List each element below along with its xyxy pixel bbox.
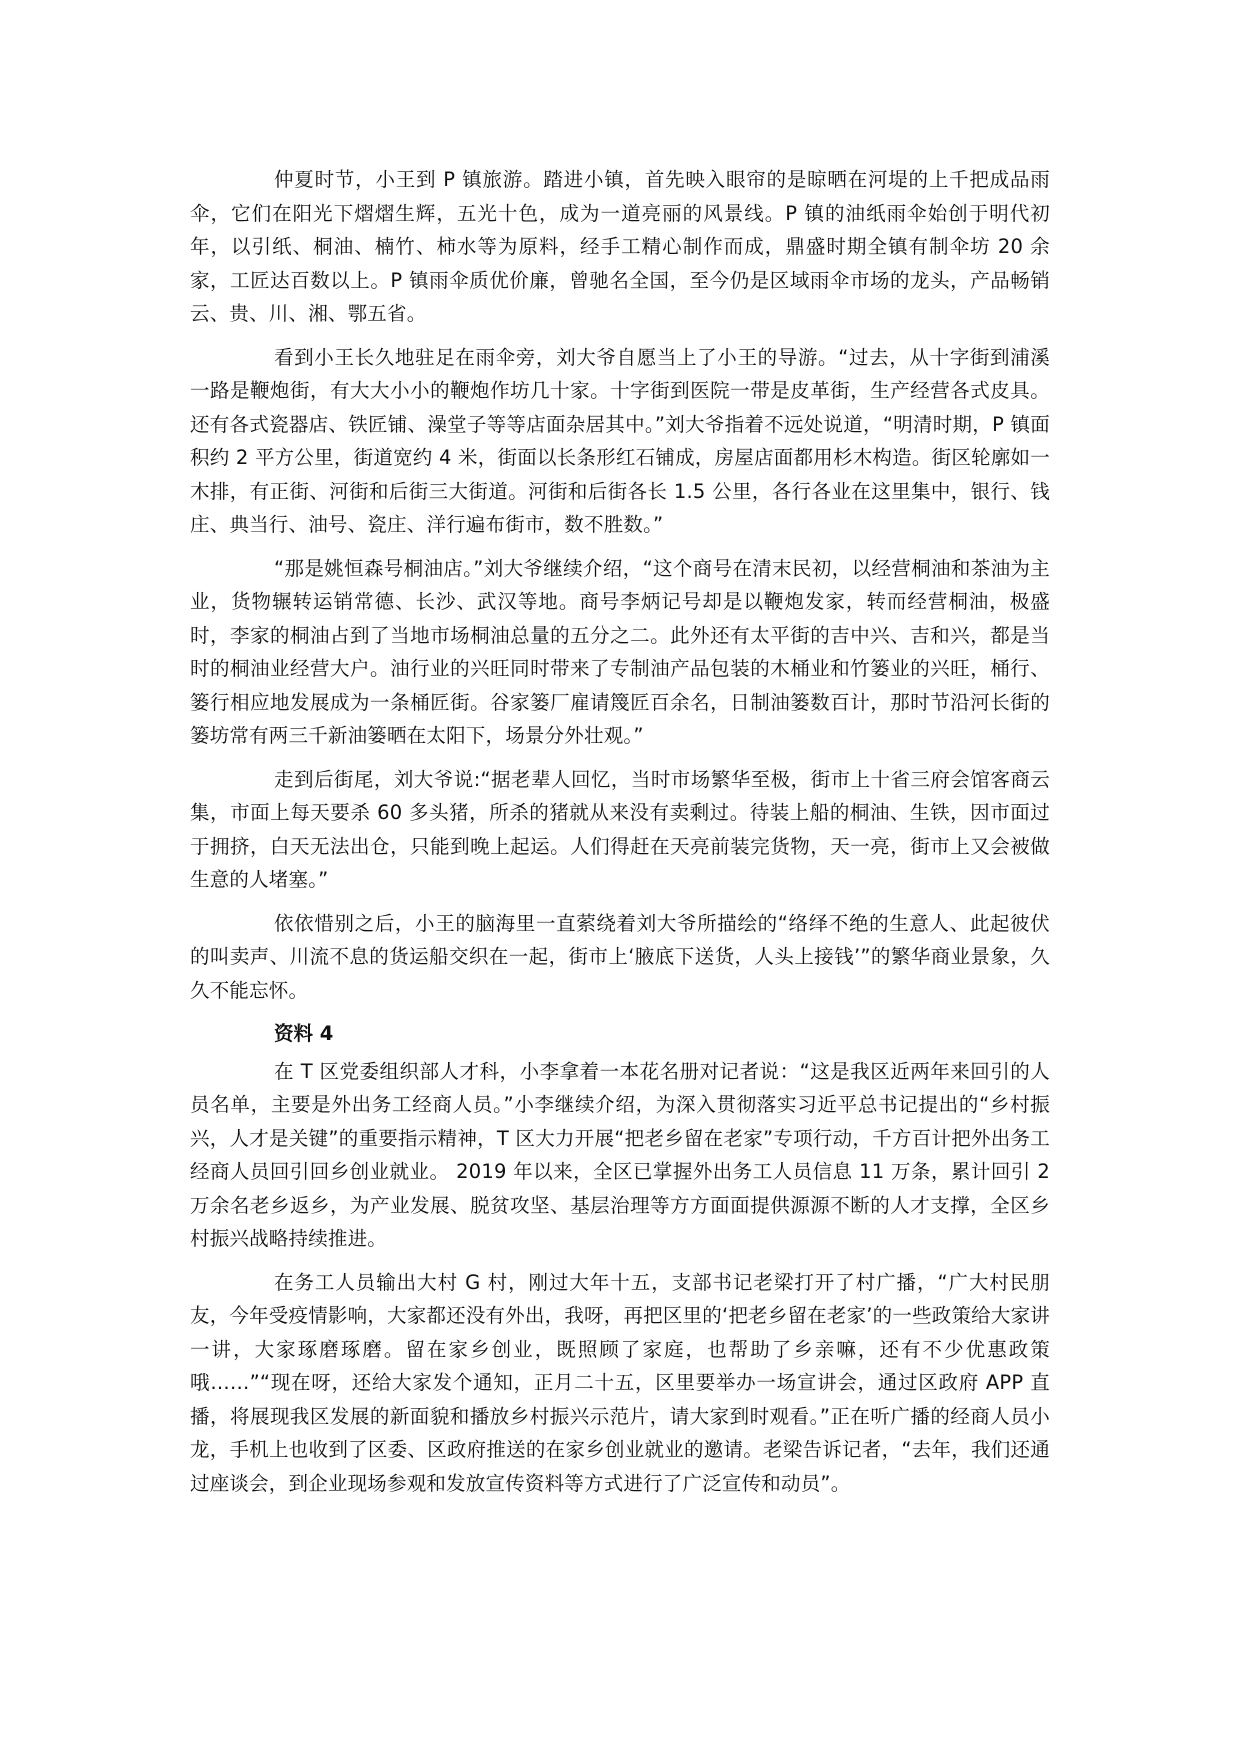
paragraph-tung-oil-shops: “那是姚恒森号桐油店。”刘大爷继续介绍，“这个商号在清末民初，以经营桐油和茶油为主业，货物辗转运销常德、长沙、武汉等地。商号李炳记号却是以鞭炮发家，转而经营桐油，极盛时，李家的桐油占到了当地市场桐油总量的五分之二。此外还有太平街的吉中兴、吉和兴，都是当时的桐油业经营大户。油行业的兴旺同时带来了专制油产品包装的木桶业和竹篓业的兴旺，桶行、篓行相应地发展成为一条桶匠街。谷家篓厂雇请篾匠百余名，日制油篓数百计，那时节沿河长街的篓坊常有两三千新油篓晒在太阳下，场景分外壮观。”	[190, 556, 1050, 747]
paragraph-village-broadcast: 在务工人员输出大村 G 村，刚过大年十五，支部书记老梁打开了村广播，“广大村民朋友，今年受疫情影响，大家都还没有外出，我呀，再把区里的‘把老乡留在老家’的一些政策给大家讲一讲，大家琢磨琢磨。留在家乡创业，既照顾了家庭，也帮助了乡亲嘛，还有不少优惠政策哦……”“现在呀，还给大家发个通知，正月二十五，区里要举办一场宣讲会，通过区政府 APP 直播，将展现我区发展的新面貌和播放乡村振兴示范片，请大家到时观看。”正在听广播的经商人员小龙，手机上也收到了区委、区政府推送的在家乡创业就业的邀请。老梁告诉记者，“去年，我们还通过座谈会，到企业现场参观和发放宣传资料等方式进行了广泛宣传和动员”。	[190, 1270, 1050, 1495]
paragraph-market-prosperity: 走到后街尾，刘大爷说:“据老辈人回忆，当时市场繁华至极，街市上十省三府会馆客商云集，市面上每天要杀 60 多头猪，所杀的猪就从来没有卖剩过。待装上船的桐油、生铁，因市面过于拥挤，白天无法出仓，只能到晚上起运。人们得赶在天亮前装完货物，天一亮，街市上又会被做生意的人堵塞。”	[190, 767, 1050, 891]
paragraph-umbrella-town: 仲夏时节，小王到 P 镇旅游。踏进小镇，首先映入眼帘的是晾晒在河堤的上千把成品雨伞，它们在阳光下熠熠生辉，五光十色，成为一道亮丽的风景线。P 镇的油纸雨伞始创于明代初年，以引纸、桐油、楠竹、柿水等为原料，经手工精心制作而成，鼎盛时期全镇有制伞坊 20 余家，工匠达百数以上。P 镇雨伞质优价廉，曾驰名全国，至今仍是区域雨伞市场的龙头，产品畅销云、贵、川、湘、鄂五省。	[190, 168, 1050, 325]
document-page	[190, 163, 1050, 1510]
paragraph-old-streets: 看到小王长久地驻足在雨伞旁，刘大爷自愿当上了小王的导游。“过去，从十字街到浦溪一路是鞭炮街，有大大小小的鞭炮作坊几十家。十字街到医院一带是皮革街，生产经营各式皮具。还有各式瓷器店、铁匠铺、澡堂子等等店面杂居其中。”刘大爷指着不远处说道，“明清时期，P 镇面积约 2 平方公里，街道宽约 4 米，街面以长条形红石铺成，房屋店面都用杉木构造。街区轮廓如一木排，有正街、河街和后街三大街道。河街和后街各长 1.5 公里，各行各业在这里集中，银行、钱庄、典当行、油号、瓷庄、洋行遍布街市，数不胜数。”	[190, 345, 1050, 536]
paragraph-talent-return: 在 T 区党委组织部人才科，小李拿着一本花名册对记者说：“这是我区近两年来回引的人员名单，主要是外出务工经商人员。”小李继续介绍，为深入贯彻落实习近平总书记提出的“乡村振兴，人才是关键”的重要指示精神，T 区大力开展“把老乡留在老家”专项行动，千方百计把外出务工经商人员回引回乡创业就业。 2019 年以来，全区已掌握外出务工人员信息 11 万条，累计回引 2 万余名老乡返乡，为产业发展、脱贫攻坚、基层治理等方方面面提供源源不断的人才支撑，全区乡村振兴战略持续推进。	[190, 1059, 1050, 1250]
paragraph-farewell: 依依惜别之后，小王的脑海里一直萦绕着刘大爷所描绘的“络绎不绝的生意人、此起彼伏的叫卖声、川流不息的货运船交织在一起，街市上‘腋底下送货，人头上接钱’”的繁华商业景象，久久不能忘怀。	[190, 911, 1050, 1002]
section-heading: 资料 4	[274, 1022, 334, 1045]
